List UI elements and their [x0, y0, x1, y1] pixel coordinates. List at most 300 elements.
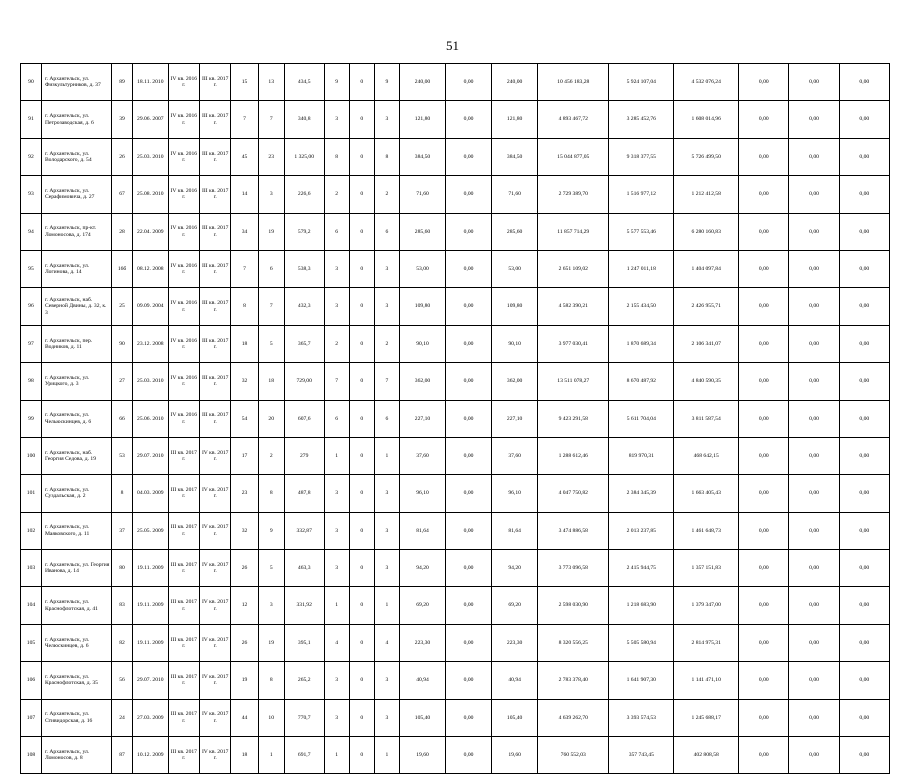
- cell-residents-total: 7: [231, 101, 258, 138]
- cell-area-other: 0,00: [446, 64, 492, 101]
- cell-cost-total: 2 651 109,02: [538, 250, 609, 287]
- cell-rooms-total: 2: [324, 176, 349, 213]
- cell-rooms-municipal: 0: [349, 699, 374, 736]
- cell-doc-number: 53: [112, 437, 133, 474]
- cell-row-number: 107: [21, 699, 42, 736]
- cell-end-quarter: IV кв. 2017 г.: [200, 512, 231, 549]
- cell-rooms-private: 3: [374, 288, 399, 325]
- cell-rooms-municipal: 0: [349, 64, 374, 101]
- cell-start-quarter: III кв. 2017 г.: [168, 662, 199, 699]
- cell-area-sum: 19,60: [492, 737, 538, 774]
- cell-area-resettled: 223,30: [399, 624, 445, 661]
- cell-cost-budget: 4 840 590,35: [674, 363, 739, 400]
- cell-extra-1: 0,00: [739, 400, 789, 437]
- cell-doc-date: 08.12. 2008: [133, 250, 169, 287]
- cell-extra-3: 0,00: [839, 138, 889, 175]
- cell-area-total: 729,00: [284, 363, 324, 400]
- cell-rooms-municipal: 0: [349, 288, 374, 325]
- cell-extra-2: 0,00: [789, 363, 839, 400]
- cell-residents-total: 12: [231, 587, 258, 624]
- cell-cost-fund: 5 924 107,04: [609, 64, 674, 101]
- cell-extra-3: 0,00: [839, 288, 889, 325]
- cell-extra-3: 0,00: [839, 437, 889, 474]
- cell-area-resettled: 90,10: [399, 325, 445, 362]
- cell-cost-total: 11 857 714,29: [538, 213, 609, 250]
- cell-address: г. Архангельск, ул. Маяковского, д. 11: [41, 512, 111, 549]
- table-row: [21, 363, 890, 400]
- cell-extra-2: 0,00: [789, 288, 839, 325]
- cell-row-number: 96: [21, 288, 42, 325]
- cell-rooms-private: 3: [374, 662, 399, 699]
- table-row: [21, 737, 890, 774]
- cell-area-resettled: 40,94: [399, 662, 445, 699]
- cell-doc-date: 25.03. 2010: [133, 138, 169, 175]
- cell-area-resettled: 384,50: [399, 138, 445, 175]
- cell-extra-1: 0,00: [739, 138, 789, 175]
- cell-extra-1: 0,00: [739, 624, 789, 661]
- cell-extra-2: 0,00: [789, 213, 839, 250]
- cell-extra-1: 0,00: [739, 213, 789, 250]
- cell-doc-date: 19.11. 2009: [133, 550, 169, 587]
- cell-start-quarter: III кв. 2017 г.: [168, 550, 199, 587]
- cell-area-resettled: 94,20: [399, 550, 445, 587]
- cell-area-other: 0,00: [446, 587, 492, 624]
- cell-residents-total: 8: [231, 288, 258, 325]
- cell-extra-2: 0,00: [789, 138, 839, 175]
- cell-cost-budget: 3 811 587,54: [674, 400, 739, 437]
- cell-extra-3: 0,00: [839, 363, 889, 400]
- cell-end-quarter: III кв. 2017 г.: [200, 325, 231, 362]
- cell-address: г. Архангельск, ул. Стивидорская, д. 16: [41, 699, 111, 736]
- cell-row-number: 94: [21, 213, 42, 250]
- cell-cost-budget: 1 245 688,17: [674, 699, 739, 736]
- cell-extra-1: 0,00: [739, 475, 789, 512]
- cell-area-sum: 69,20: [492, 587, 538, 624]
- cell-residents-resettled: 18: [258, 363, 284, 400]
- table-row: [21, 437, 890, 474]
- cell-doc-number: 89: [112, 64, 133, 101]
- cell-extra-3: 0,00: [839, 213, 889, 250]
- cell-extra-1: 0,00: [739, 363, 789, 400]
- cell-area-resettled: 121,80: [399, 101, 445, 138]
- cell-cost-budget: 1 212 412,58: [674, 176, 739, 213]
- table-row: [21, 699, 890, 736]
- cell-address: г. Архангельск, ул. Физкультурников, д. 37: [41, 64, 111, 101]
- cell-start-quarter: IV кв. 2016 г.: [168, 138, 199, 175]
- cell-rooms-total: 2: [324, 325, 349, 362]
- cell-area-resettled: 240,00: [399, 64, 445, 101]
- cell-rooms-total: 6: [324, 213, 349, 250]
- cell-cost-fund: 1 641 907,30: [609, 662, 674, 699]
- cell-area-resettled: 227,10: [399, 400, 445, 437]
- cell-area-resettled: 81,64: [399, 512, 445, 549]
- cell-start-quarter: III кв. 2017 г.: [168, 587, 199, 624]
- cell-doc-number: 87: [112, 737, 133, 774]
- cell-extra-3: 0,00: [839, 400, 889, 437]
- cell-residents-total: 17: [231, 437, 258, 474]
- cell-area-resettled: 96,10: [399, 475, 445, 512]
- cell-area-resettled: 71,60: [399, 176, 445, 213]
- cell-area-other: 0,00: [446, 250, 492, 287]
- cell-cost-total: 1 288 612,46: [538, 437, 609, 474]
- table-row: [21, 662, 890, 699]
- cell-cost-fund: 3 393 574,53: [609, 699, 674, 736]
- cell-row-number: 92: [21, 138, 42, 175]
- cell-extra-2: 0,00: [789, 624, 839, 661]
- cell-rooms-private: 4: [374, 624, 399, 661]
- cell-rooms-total: 1: [324, 587, 349, 624]
- cell-cost-fund: 9 318 377,55: [609, 138, 674, 175]
- cell-doc-number: 16б: [112, 250, 133, 287]
- cell-rooms-municipal: 0: [349, 101, 374, 138]
- cell-rooms-municipal: 0: [349, 512, 374, 549]
- cell-extra-1: 0,00: [739, 437, 789, 474]
- cell-residents-total: 18: [231, 325, 258, 362]
- cell-area-total: 463,3: [284, 550, 324, 587]
- cell-doc-number: 26: [112, 138, 133, 175]
- cell-rooms-private: 3: [374, 512, 399, 549]
- cell-area-sum: 362,00: [492, 363, 538, 400]
- cell-doc-date: 23.12. 2008: [133, 325, 169, 362]
- cell-area-total: 579,2: [284, 213, 324, 250]
- table-body: [21, 64, 890, 774]
- cell-address: г. Архангельск, ул. Суздальская, д. 2: [41, 475, 111, 512]
- table-row: [21, 250, 890, 287]
- cell-area-total: 331,92: [284, 587, 324, 624]
- cell-extra-2: 0,00: [789, 250, 839, 287]
- cell-cost-budget: 1 141 471,10: [674, 662, 739, 699]
- cell-doc-date: 18.11. 2010: [133, 64, 169, 101]
- cell-cost-total: 3 977 030,41: [538, 325, 609, 362]
- cell-residents-resettled: 13: [258, 64, 284, 101]
- cell-extra-2: 0,00: [789, 737, 839, 774]
- cell-residents-total: 18: [231, 737, 258, 774]
- cell-cost-total: 3 474 886,58: [538, 512, 609, 549]
- cell-cost-budget: 2 814 975,31: [674, 624, 739, 661]
- table-row: [21, 550, 890, 587]
- cell-cost-budget: 5 726 499,50: [674, 138, 739, 175]
- cell-area-sum: 71,60: [492, 176, 538, 213]
- cell-rooms-private: 3: [374, 475, 399, 512]
- cell-rooms-private: 9: [374, 64, 399, 101]
- cell-address: г. Архангельск, ул. Серафимовича, д. 27: [41, 176, 111, 213]
- cell-area-total: 226,6: [284, 176, 324, 213]
- cell-extra-2: 0,00: [789, 512, 839, 549]
- cell-cost-budget: 2 106 341,07: [674, 325, 739, 362]
- cell-cost-total: 10 456 183,28: [538, 64, 609, 101]
- cell-area-resettled: 19,60: [399, 737, 445, 774]
- cell-cost-budget: 1 357 151,83: [674, 550, 739, 587]
- cell-row-number: 103: [21, 550, 42, 587]
- cell-cost-budget: 468 642,15: [674, 437, 739, 474]
- table-row: [21, 138, 890, 175]
- cell-row-number: 93: [21, 176, 42, 213]
- cell-rooms-total: 3: [324, 550, 349, 587]
- cell-cost-total: 2 783 378,40: [538, 662, 609, 699]
- cell-end-quarter: III кв. 2017 г.: [200, 176, 231, 213]
- cell-cost-budget: 1 379 347,00: [674, 587, 739, 624]
- cell-row-number: 95: [21, 250, 42, 287]
- cell-cost-fund: 3 285 452,76: [609, 101, 674, 138]
- cell-residents-total: 7: [231, 250, 258, 287]
- cell-area-other: 0,00: [446, 138, 492, 175]
- cell-area-sum: 105,40: [492, 699, 538, 736]
- cell-start-quarter: IV кв. 2016 г.: [168, 176, 199, 213]
- cell-rooms-municipal: 0: [349, 737, 374, 774]
- cell-cost-fund: 2 384 345,39: [609, 475, 674, 512]
- cell-address: г. Архангельск, наб. Северной Двины, д. 32, к. 3: [41, 288, 111, 325]
- cell-end-quarter: III кв. 2017 г.: [200, 213, 231, 250]
- cell-cost-budget: 4 532 076,24: [674, 64, 739, 101]
- cell-cost-fund: 5 505 580,94: [609, 624, 674, 661]
- cell-start-quarter: IV кв. 2016 г.: [168, 64, 199, 101]
- cell-extra-1: 0,00: [739, 325, 789, 362]
- cell-extra-1: 0,00: [739, 737, 789, 774]
- cell-cost-total: 2 729 389,70: [538, 176, 609, 213]
- cell-residents-resettled: 7: [258, 101, 284, 138]
- cell-area-other: 0,00: [446, 699, 492, 736]
- cell-area-total: 1 325,00: [284, 138, 324, 175]
- cell-extra-2: 0,00: [789, 550, 839, 587]
- cell-end-quarter: III кв. 2017 г.: [200, 400, 231, 437]
- cell-area-total: 279: [284, 437, 324, 474]
- cell-rooms-municipal: 0: [349, 475, 374, 512]
- cell-area-other: 0,00: [446, 101, 492, 138]
- cell-extra-1: 0,00: [739, 662, 789, 699]
- cell-doc-number: 80: [112, 550, 133, 587]
- cell-end-quarter: IV кв. 2017 г.: [200, 550, 231, 587]
- cell-cost-total: 8 320 556,25: [538, 624, 609, 661]
- cell-doc-date: 25.06. 2010: [133, 400, 169, 437]
- cell-residents-resettled: 7: [258, 288, 284, 325]
- cell-row-number: 104: [21, 587, 42, 624]
- cell-extra-1: 0,00: [739, 699, 789, 736]
- cell-doc-number: 25: [112, 288, 133, 325]
- cell-row-number: 98: [21, 363, 42, 400]
- table-row: [21, 213, 890, 250]
- cell-rooms-municipal: 0: [349, 624, 374, 661]
- table-row: [21, 288, 890, 325]
- cell-area-other: 0,00: [446, 176, 492, 213]
- cell-end-quarter: IV кв. 2017 г.: [200, 662, 231, 699]
- cell-doc-date: 19.11. 2009: [133, 624, 169, 661]
- cell-rooms-municipal: 0: [349, 587, 374, 624]
- cell-address: г. Архангельск, ул. Чельюскинцев, д. 6: [41, 400, 111, 437]
- cell-doc-date: 25.03. 2010: [133, 363, 169, 400]
- cell-address: г. Архангельск, ул. Ломоносов, д. 8: [41, 737, 111, 774]
- cell-cost-budget: 2 426 955,71: [674, 288, 739, 325]
- cell-doc-date: 10.12. 2009: [133, 737, 169, 774]
- cell-area-total: 538,3: [284, 250, 324, 287]
- cell-row-number: 97: [21, 325, 42, 362]
- cell-rooms-municipal: 0: [349, 325, 374, 362]
- cell-area-sum: 240,00: [492, 64, 538, 101]
- cell-extra-1: 0,00: [739, 587, 789, 624]
- cell-area-total: 434,5: [284, 64, 324, 101]
- cell-start-quarter: IV кв. 2016 г.: [168, 213, 199, 250]
- cell-end-quarter: IV кв. 2017 г.: [200, 624, 231, 661]
- cell-address: г. Архангельск, наб. Георгия Седова, д. 19: [41, 437, 111, 474]
- cell-area-other: 0,00: [446, 288, 492, 325]
- cell-area-resettled: 69,20: [399, 587, 445, 624]
- cell-rooms-private: 1: [374, 587, 399, 624]
- cell-extra-1: 0,00: [739, 550, 789, 587]
- cell-area-sum: 285,60: [492, 213, 538, 250]
- cell-start-quarter: III кв. 2017 г.: [168, 437, 199, 474]
- cell-address: г. Архангельск, ул. Георгия Иванова, д. 14: [41, 550, 111, 587]
- cell-doc-date: 09.09. 2004: [133, 288, 169, 325]
- cell-cost-total: 13 511 078,27: [538, 363, 609, 400]
- cell-rooms-municipal: 0: [349, 550, 374, 587]
- cell-rooms-municipal: 0: [349, 176, 374, 213]
- cell-area-total: 340,8: [284, 101, 324, 138]
- cell-rooms-municipal: 0: [349, 138, 374, 175]
- cell-doc-date: 25.05. 2009: [133, 512, 169, 549]
- cell-extra-2: 0,00: [789, 437, 839, 474]
- cell-rooms-private: 3: [374, 550, 399, 587]
- cell-rooms-private: 8: [374, 138, 399, 175]
- cell-start-quarter: III кв. 2017 г.: [168, 475, 199, 512]
- cell-residents-resettled: 20: [258, 400, 284, 437]
- cell-address: г. Архангельск, пр-кт. Ломоносова, д. 174: [41, 213, 111, 250]
- cell-cost-fund: 1 247 011,18: [609, 250, 674, 287]
- cell-residents-resettled: 2: [258, 437, 284, 474]
- cell-cost-fund: 819 970,31: [609, 437, 674, 474]
- cell-row-number: 108: [21, 737, 42, 774]
- cell-cost-total: 9 423 291,58: [538, 400, 609, 437]
- cell-address: г. Архангельск, ул. Челюскинцев, д. 6: [41, 624, 111, 661]
- cell-extra-3: 0,00: [839, 624, 889, 661]
- cell-cost-total: 2 598 030,90: [538, 587, 609, 624]
- cell-area-resettled: 105,40: [399, 699, 445, 736]
- cell-end-quarter: IV кв. 2017 г.: [200, 699, 231, 736]
- cell-area-other: 0,00: [446, 325, 492, 362]
- cell-extra-3: 0,00: [839, 550, 889, 587]
- cell-address: г. Архангельск, ул. Логинова, д. 14: [41, 250, 111, 287]
- cell-address: г. Архангельск, ул. Петрозаводская, д. 6: [41, 101, 111, 138]
- cell-doc-number: 82: [112, 624, 133, 661]
- cell-extra-1: 0,00: [739, 512, 789, 549]
- cell-area-total: 365,7: [284, 325, 324, 362]
- cell-area-total: 332,87: [284, 512, 324, 549]
- cell-rooms-municipal: 0: [349, 400, 374, 437]
- cell-area-other: 0,00: [446, 550, 492, 587]
- cell-area-sum: 227,10: [492, 400, 538, 437]
- cell-extra-3: 0,00: [839, 101, 889, 138]
- cell-residents-total: 32: [231, 363, 258, 400]
- page-number: 51: [446, 38, 459, 53]
- cell-start-quarter: IV кв. 2016 г.: [168, 288, 199, 325]
- cell-doc-number: 27: [112, 363, 133, 400]
- cell-area-sum: 90,10: [492, 325, 538, 362]
- cell-extra-3: 0,00: [839, 512, 889, 549]
- cell-area-total: 265,2: [284, 662, 324, 699]
- cell-area-total: 487,8: [284, 475, 324, 512]
- cell-doc-number: 39: [112, 101, 133, 138]
- cell-doc-date: 22.04. 2009: [133, 213, 169, 250]
- cell-row-number: 102: [21, 512, 42, 549]
- cell-area-resettled: 53,00: [399, 250, 445, 287]
- cell-start-quarter: IV кв. 2016 г.: [168, 101, 199, 138]
- cell-doc-date: 04.03. 2009: [133, 475, 169, 512]
- cell-row-number: 105: [21, 624, 42, 661]
- cell-area-resettled: 37,60: [399, 437, 445, 474]
- cell-doc-number: 24: [112, 699, 133, 736]
- cell-doc-number: 66: [112, 400, 133, 437]
- cell-cost-fund: 1 218 683,90: [609, 587, 674, 624]
- cell-cost-budget: 1 663 405,43: [674, 475, 739, 512]
- cell-area-other: 0,00: [446, 400, 492, 437]
- cell-doc-number: 83: [112, 587, 133, 624]
- cell-residents-total: 14: [231, 176, 258, 213]
- cell-area-resettled: 285,60: [399, 213, 445, 250]
- cell-start-quarter: III кв. 2017 г.: [168, 624, 199, 661]
- cell-rooms-total: 1: [324, 737, 349, 774]
- cell-cost-total: 4 047 750,82: [538, 475, 609, 512]
- cell-start-quarter: IV кв. 2016 г.: [168, 400, 199, 437]
- cell-rooms-total: 1: [324, 437, 349, 474]
- table-row: [21, 64, 890, 101]
- cell-extra-2: 0,00: [789, 662, 839, 699]
- cell-doc-date: 25.08. 2010: [133, 176, 169, 213]
- cell-rooms-total: 9: [324, 64, 349, 101]
- cell-doc-number: 37: [112, 512, 133, 549]
- cell-area-sum: 81,64: [492, 512, 538, 549]
- cell-residents-resettled: 19: [258, 624, 284, 661]
- cell-start-quarter: III кв. 2017 г.: [168, 737, 199, 774]
- cell-area-other: 0,00: [446, 737, 492, 774]
- cell-doc-number: 90: [112, 325, 133, 362]
- cell-extra-3: 0,00: [839, 587, 889, 624]
- cell-residents-resettled: 3: [258, 587, 284, 624]
- cell-cost-fund: 2 415 944,75: [609, 550, 674, 587]
- cell-rooms-municipal: 0: [349, 662, 374, 699]
- cell-doc-number: 56: [112, 662, 133, 699]
- cell-extra-1: 0,00: [739, 288, 789, 325]
- cell-start-quarter: III кв. 2017 г.: [168, 512, 199, 549]
- cell-address: г. Архангельск, ул. Краснофлотская, д. 35: [41, 662, 111, 699]
- cell-doc-date: 29.07. 2010: [133, 662, 169, 699]
- cell-rooms-private: 1: [374, 737, 399, 774]
- cell-area-total: 432,3: [284, 288, 324, 325]
- cell-cost-total: 15 044 877,05: [538, 138, 609, 175]
- cell-cost-total: 4 582 390,21: [538, 288, 609, 325]
- cell-rooms-total: 7: [324, 363, 349, 400]
- cell-extra-2: 0,00: [789, 400, 839, 437]
- cell-start-quarter: III кв. 2017 г.: [168, 699, 199, 736]
- cell-residents-total: 54: [231, 400, 258, 437]
- cell-rooms-total: 3: [324, 288, 349, 325]
- cell-doc-number: 67: [112, 176, 133, 213]
- cell-cost-fund: 8 670 487,92: [609, 363, 674, 400]
- cell-row-number: 90: [21, 64, 42, 101]
- cell-rooms-private: 3: [374, 699, 399, 736]
- cell-end-quarter: III кв. 2017 г.: [200, 250, 231, 287]
- cell-rooms-private: 6: [374, 400, 399, 437]
- cell-area-sum: 384,50: [492, 138, 538, 175]
- cell-area-resettled: 109,80: [399, 288, 445, 325]
- cell-start-quarter: IV кв. 2016 г.: [168, 363, 199, 400]
- table-row: [21, 475, 890, 512]
- cell-extra-3: 0,00: [839, 475, 889, 512]
- cell-area-total: 607,6: [284, 400, 324, 437]
- cell-rooms-municipal: 0: [349, 250, 374, 287]
- cell-rooms-total: 6: [324, 400, 349, 437]
- cell-cost-fund: 1 516 977,12: [609, 176, 674, 213]
- cell-extra-3: 0,00: [839, 176, 889, 213]
- cell-extra-2: 0,00: [789, 587, 839, 624]
- cell-rooms-private: 1: [374, 437, 399, 474]
